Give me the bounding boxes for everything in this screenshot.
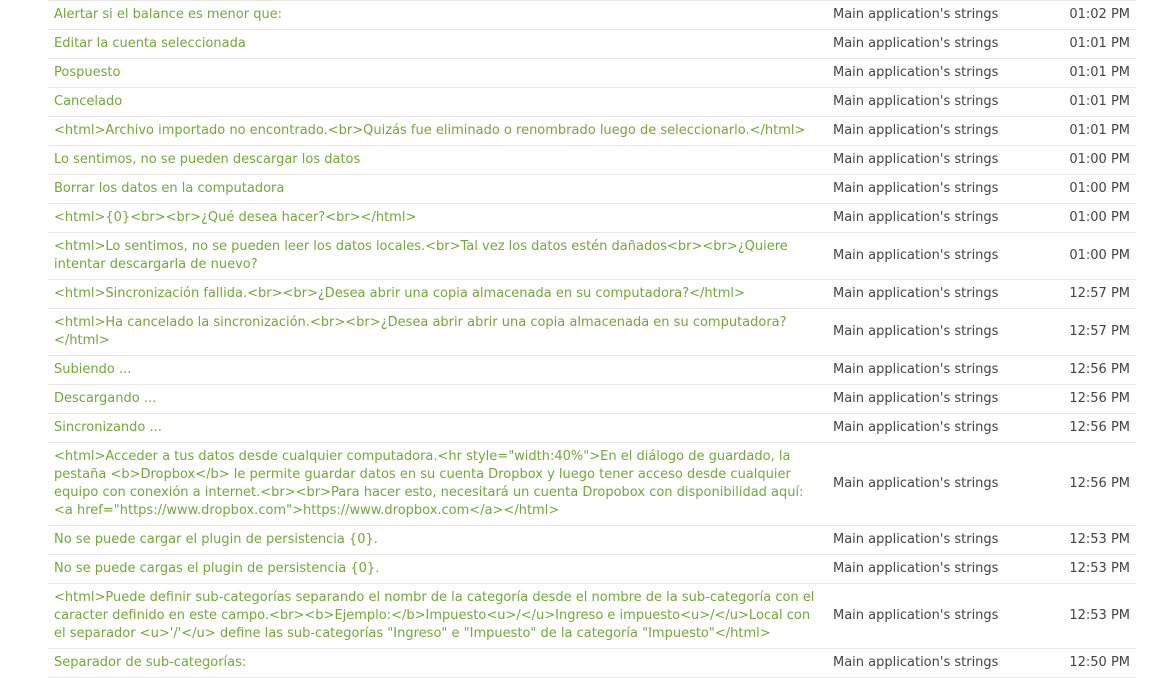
resource-name: Main application's strings [827, 443, 1034, 526]
string-text-link[interactable]: <html>Acceder a tus datos desde cualquier computadora.<hr style="width:40%">En el diálogo de guardado, la pestaña <b>Dropbox</b> le permite guardar datos en su cuenta Dropbox y luego tener acceso desde cualquier equipo con conexión a internet.<br><br>Para hacer esto, necesitará un cuenta Dropobox con disponibilidad aquí: <a href="https://www.dropbox.com">https://www.dropbox.com</a></html> [48, 443, 827, 526]
resource-name: Main application's strings [827, 414, 1034, 443]
string-text-link[interactable]: Alertar si el balance es menor que: [48, 1, 827, 30]
string-text-link[interactable]: <html>Ha cancelado la sincronización.<br><br>¿Desea abrir abrir una copia almacenada en su computadora?</html> [48, 309, 827, 356]
table-row[interactable] [48, 204, 1136, 233]
timestamp: 12:53 PM [1034, 555, 1136, 584]
string-text-link[interactable]: Separador de sub-categorías: [48, 649, 827, 678]
strings-table-body [48, 1, 1136, 678]
resource-name: Main application's strings [827, 117, 1034, 146]
table-row[interactable] [48, 555, 1136, 584]
timestamp: 01:01 PM [1034, 30, 1136, 59]
string-text-link[interactable]: No se puede cargar el plugin de persistencia {0}. [48, 526, 827, 555]
resource-name: Main application's strings [827, 30, 1034, 59]
table-row[interactable] [48, 309, 1136, 356]
timestamp: 12:56 PM [1034, 385, 1136, 414]
string-text-link[interactable]: Descargando ... [48, 385, 827, 414]
table-row[interactable] [48, 280, 1136, 309]
table-row[interactable] [48, 443, 1136, 526]
resource-name: Main application's strings [827, 233, 1034, 280]
table-row[interactable] [48, 356, 1136, 385]
string-text-link[interactable]: <html>Sincronización fallida.<br><br>¿Desea abrir una copia almacenada en su computadora?</html> [48, 280, 827, 309]
timestamp: 12:53 PM [1034, 526, 1136, 555]
timestamp: 12:56 PM [1034, 443, 1136, 526]
resource-name: Main application's strings [827, 385, 1034, 414]
table-row[interactable] [48, 175, 1136, 204]
timestamp: 01:00 PM [1034, 233, 1136, 280]
resource-name: Main application's strings [827, 280, 1034, 309]
resource-name: Main application's strings [827, 356, 1034, 385]
string-text-link[interactable]: <html>{0}<br><br>¿Qué desea hacer?<br></html> [48, 204, 827, 233]
string-text-link[interactable]: Sincronizando ... [48, 414, 827, 443]
string-text-link[interactable]: Borrar los datos en la computadora [48, 175, 827, 204]
resource-name: Main application's strings [827, 555, 1034, 584]
string-text-link[interactable]: <html>Archivo importado no encontrado.<br>Quizás fue eliminado o renombrado luego de seleccionarlo.</html> [48, 117, 827, 146]
timestamp: 12:56 PM [1034, 414, 1136, 443]
timestamp: 01:00 PM [1034, 175, 1136, 204]
string-text-link[interactable]: Pospuesto [48, 59, 827, 88]
timestamp: 12:57 PM [1034, 280, 1136, 309]
timestamp: 01:01 PM [1034, 88, 1136, 117]
string-text-link[interactable]: Subiendo ... [48, 356, 827, 385]
table-row[interactable] [48, 385, 1136, 414]
string-text-link[interactable]: Editar la cuenta seleccionada [48, 30, 827, 59]
string-text-link[interactable]: <html>Puede definir sub-categorías separando el nombr de la categoría desde el nombre de la sub-categoría con el caracter definido en este campo.<br><b>Ejemplo:</b>Impuesto<u>/</u>Ingreso e impuesto<u>/</u>Local con el separador <u>'/'</u> define las sub-categorías "Ingreso" e "Impuesto" de la categoría "Impuesto"</html> [48, 584, 827, 649]
timestamp: 01:00 PM [1034, 204, 1136, 233]
resource-name: Main application's strings [827, 309, 1034, 356]
timestamp: 01:01 PM [1034, 117, 1136, 146]
string-text-link[interactable]: Cancelado [48, 88, 827, 117]
timestamp: 01:02 PM [1034, 1, 1136, 30]
table-row[interactable] [48, 117, 1136, 146]
resource-name: Main application's strings [827, 204, 1034, 233]
table-row[interactable] [48, 584, 1136, 649]
table-row[interactable] [48, 414, 1136, 443]
timestamp: 01:01 PM [1034, 59, 1136, 88]
table-row[interactable] [48, 88, 1136, 117]
resource-name: Main application's strings [827, 88, 1034, 117]
table-row[interactable] [48, 146, 1136, 175]
strings-table [48, 0, 1136, 678]
string-text-link[interactable]: Lo sentimos, no se pueden descargar los datos [48, 146, 827, 175]
resource-name: Main application's strings [827, 584, 1034, 649]
resource-name: Main application's strings [827, 1, 1034, 30]
timestamp: 01:00 PM [1034, 146, 1136, 175]
table-row[interactable] [48, 30, 1136, 59]
timestamp: 12:50 PM [1034, 649, 1136, 678]
table-row[interactable] [48, 233, 1136, 280]
table-row[interactable] [48, 649, 1136, 678]
resource-name: Main application's strings [827, 526, 1034, 555]
timestamp: 12:57 PM [1034, 309, 1136, 356]
string-text-link[interactable]: <html>Lo sentimos, no se pueden leer los datos locales.<br>Tal vez los datos estén dañados<br><br>¿Quiere intentar descargarla de nuevo? [48, 233, 827, 280]
table-row[interactable] [48, 59, 1136, 88]
resource-name: Main application's strings [827, 649, 1034, 678]
string-text-link[interactable]: No se puede cargas el plugin de persistencia {0}. [48, 555, 827, 584]
table-row[interactable] [48, 526, 1136, 555]
table-row[interactable] [48, 1, 1136, 30]
resource-name: Main application's strings [827, 146, 1034, 175]
resource-name: Main application's strings [827, 59, 1034, 88]
timestamp: 12:56 PM [1034, 356, 1136, 385]
resource-name: Main application's strings [827, 175, 1034, 204]
recent-strings-list [48, 0, 1136, 678]
timestamp: 12:53 PM [1034, 584, 1136, 649]
